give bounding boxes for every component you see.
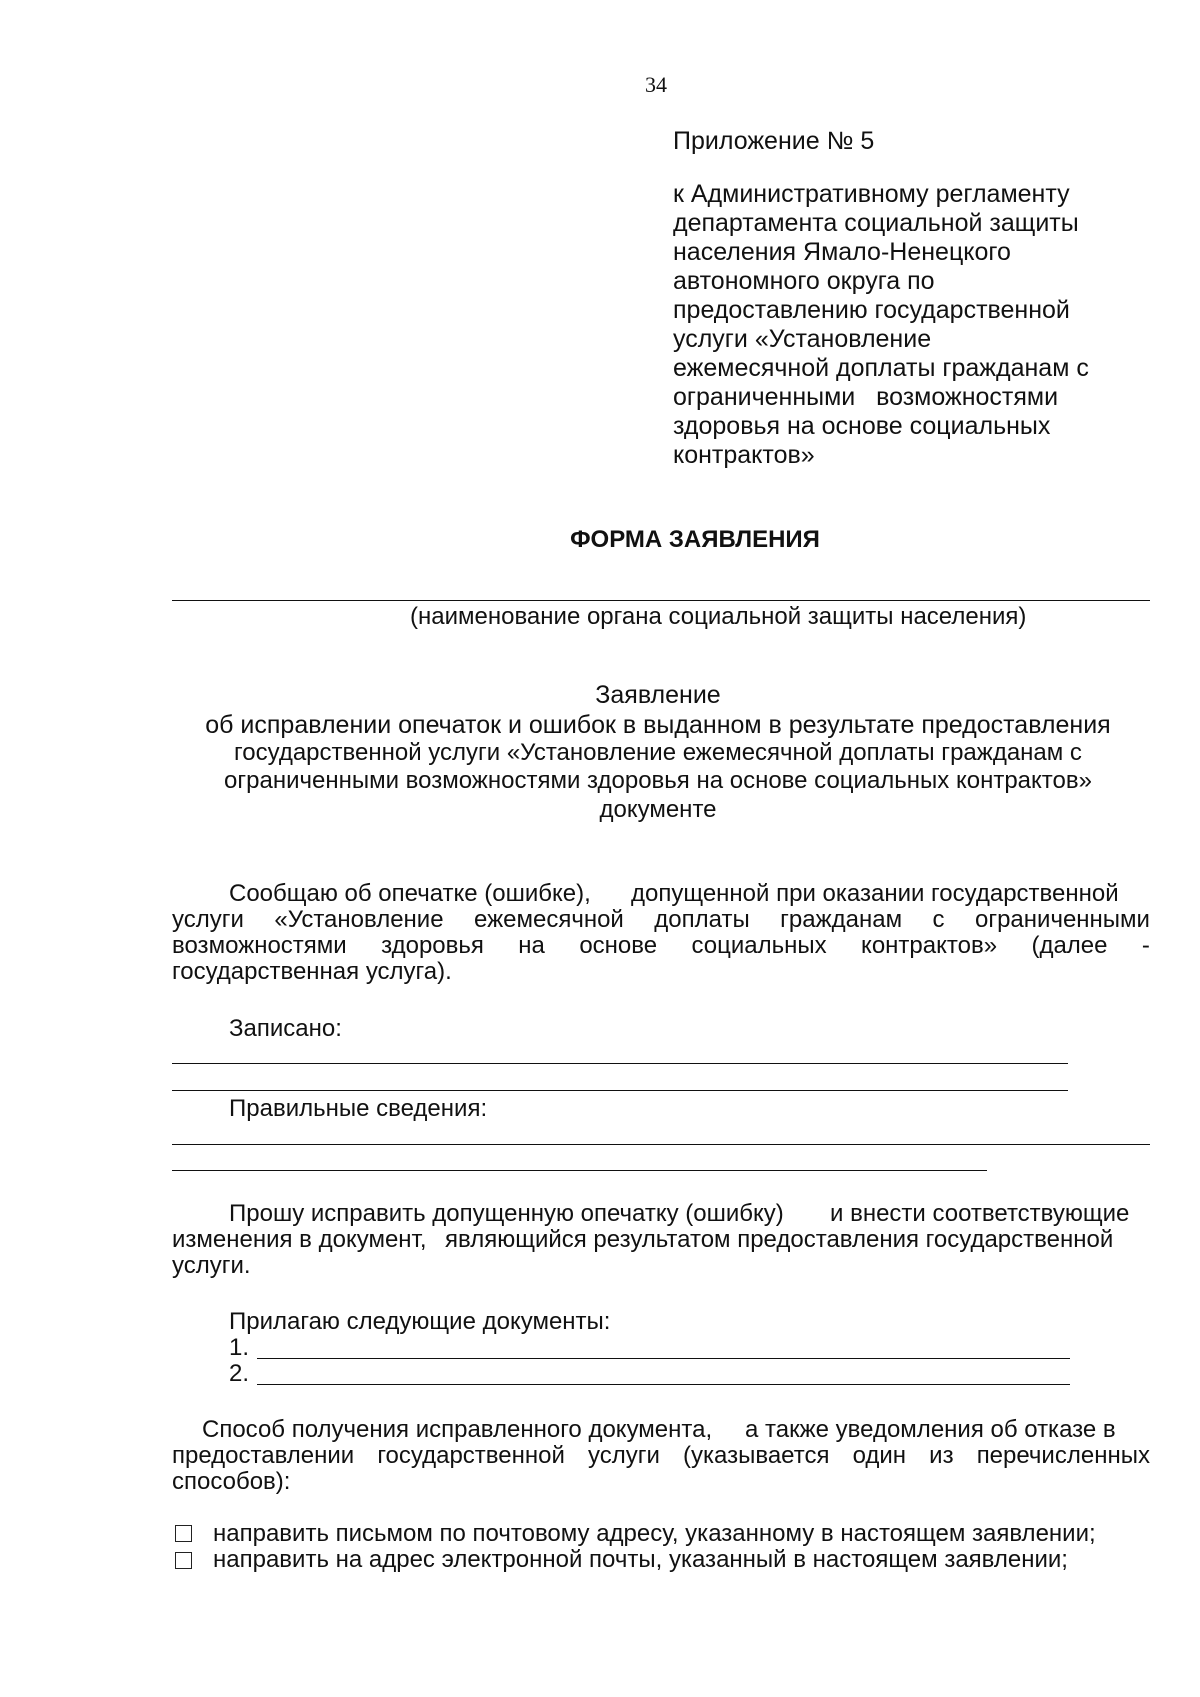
- correct-info-input-line[interactable]: [172, 1170, 987, 1171]
- delivery-line1-a: Способ получения исправленного документа,: [202, 1416, 713, 1443]
- appendix-line: здоровья на основе социальных: [673, 412, 1051, 440]
- word: «Установление: [274, 906, 444, 933]
- mail-option-checkbox[interactable]: [175, 1525, 192, 1542]
- attachments-label: Прилагаю следующие документы:: [229, 1308, 611, 1335]
- report-line1-b: допущенной при оказании государственной: [631, 880, 1119, 907]
- word: (далее: [1031, 932, 1108, 959]
- word: на: [518, 932, 545, 959]
- word: -: [1141, 932, 1150, 959]
- application-subtitle-line: ограниченными возможностями здоровья на основе социальных контрактов»: [224, 767, 1092, 794]
- application-subtitle-line: об исправлении опечаток и ошибок в выданном в результате предоставления: [205, 711, 1111, 739]
- appendix-line: автономного округа по: [673, 267, 935, 295]
- report-line2: [172, 906, 1150, 934]
- mail-option-label: направить письмом по почтовому адресу, указанному в настоящем заявлении;: [213, 1520, 1096, 1547]
- appendix-line: к Административному регламенту: [673, 180, 1070, 208]
- appendix-reference: [673, 180, 1133, 470]
- application-subtitle-line: документе: [599, 796, 717, 823]
- delivery-line1-b: а также уведомления об отказе в: [745, 1416, 1116, 1443]
- word: контрактов»: [861, 932, 998, 959]
- recorded-input-line[interactable]: [172, 1090, 1068, 1091]
- request-line1-a: Прошу исправить допущенную опечатку (ошибку): [229, 1200, 784, 1227]
- request-line2-b: являющийся результатом предоставления государственной: [445, 1226, 1114, 1253]
- word: гражданам: [780, 906, 903, 933]
- attachment-number: 1.: [229, 1334, 250, 1361]
- word: услуги: [587, 1442, 660, 1469]
- authority-name-field[interactable]: [172, 600, 1150, 601]
- application-subtitle-line: государственной услуги «Установление ежемесячной доплаты гражданам с: [234, 739, 1082, 766]
- word: с: [932, 906, 945, 933]
- form-title: ФОРМА ЗАЯВЛЕНИЯ: [570, 526, 820, 553]
- attachment-number: 2.: [229, 1360, 250, 1387]
- recorded-input-line[interactable]: [172, 1063, 1068, 1064]
- report-line4: государственная услуга).: [172, 958, 452, 985]
- request-line1-b: и внести соответствующие: [830, 1200, 1130, 1227]
- report-line1-a: Сообщаю об опечатке (ошибке),: [229, 880, 591, 907]
- appendix-line: департамента социальной защиты: [673, 209, 1079, 237]
- authority-caption: (наименование органа социальной защиты населения): [410, 603, 1027, 630]
- word: ограниченными: [974, 906, 1150, 933]
- word: возможностями: [172, 932, 347, 959]
- recorded-label: Записано:: [229, 1015, 342, 1042]
- word: из: [929, 1442, 954, 1469]
- appendix-title: Приложение № 5: [673, 127, 875, 155]
- email-option-label: направить на адрес электронной почты, указанный в настоящем заявлении;: [213, 1546, 1068, 1573]
- word: один: [852, 1442, 907, 1469]
- request-line3: услуги.: [172, 1252, 251, 1279]
- attachment-input-line[interactable]: [257, 1384, 1070, 1385]
- word: предоставлении: [172, 1442, 355, 1469]
- word: (указывается: [683, 1442, 830, 1469]
- appendix-line: контрактов»: [673, 441, 815, 469]
- email-option-checkbox[interactable]: [175, 1552, 192, 1569]
- word: социальных: [691, 932, 827, 959]
- word: государственной: [377, 1442, 565, 1469]
- attachment-input-line[interactable]: [257, 1358, 1070, 1359]
- word: ежемесячной: [474, 906, 624, 933]
- page-number: 34: [645, 72, 667, 97]
- correct-info-input-line[interactable]: [172, 1144, 1150, 1145]
- word: услуги: [172, 906, 244, 933]
- delivery-line2: [172, 1442, 1150, 1470]
- appendix-line: услуги «Установление: [673, 325, 932, 353]
- appendix-line: ежемесячной доплаты гражданам с: [673, 354, 1089, 382]
- appendix-line: ограниченными возможностями: [673, 383, 1059, 411]
- appendix-line: предоставлению государственной: [673, 296, 1070, 324]
- request-line2-a: изменения в документ,: [172, 1226, 427, 1253]
- delivery-line3: способов):: [172, 1468, 291, 1495]
- word: здоровья: [381, 932, 484, 959]
- word: перечисленных: [976, 1442, 1150, 1469]
- report-line3: [172, 932, 1150, 960]
- appendix-line: населения Ямало-Ненецкого: [673, 238, 1011, 266]
- application-heading: Заявление: [595, 681, 721, 709]
- word: основе: [579, 932, 658, 959]
- correct-info-label: Правильные сведения:: [229, 1095, 488, 1122]
- word: доплаты: [654, 906, 750, 933]
